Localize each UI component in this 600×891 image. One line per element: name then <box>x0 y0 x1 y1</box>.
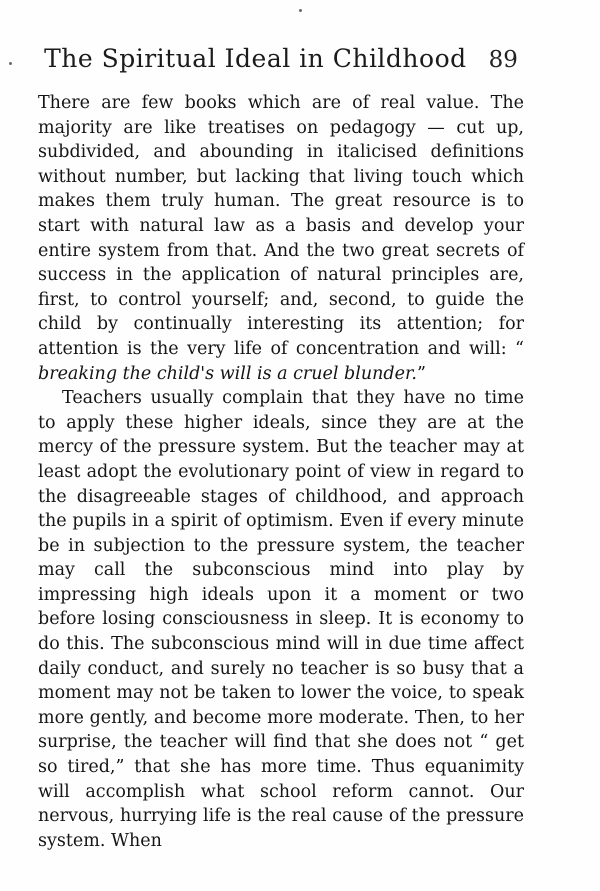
text-run: ” <box>416 363 426 384</box>
paragraph <box>38 386 524 853</box>
text-run: Teachers usually complain that they have no time to apply these higher ideals, since they are at the mercy of the pressure system. But the teacher may at least adopt the evolutionary point of view in regard to the disagreeable stages of childhood, and approach the pupils in a spirit of optimism. Even if every minute be in subjection to the pressure system, the teacher may call the subconscious mind into play by impressing high ideals upon it a moment or two before losing consciousness in sleep. It is economy to do this. The subconscious mind will in due time affect daily conduct, and surely no teacher is so busy that a moment may not be taken to lower the voice, to speak more gently, and become more moderate. Then, to her surprise, the teacher will find that she does not “ get so tired,” that she has more time. Thus equanimity will accomplish what school reform cannot. Our nervous, hurrying life is the real cause of the pressure system. When <box>38 388 524 851</box>
paragraph <box>38 91 524 386</box>
scan-artifact-dot <box>9 62 12 65</box>
text-run: There are few books which are of real value. The majority are like treatises on pedagogy — cut up, subdivided, and abounding in italicised definitions without number, but lacking that living touch which makes them truly human. The great resource is to start with natural law as a basis and develop your entire system from that. And the two great secrets of success in the application of natural principles are, first, to control yourself; and, second, to guide the child by continually interesting its attention; for attention is the very life of concentration and will: “ <box>38 93 524 359</box>
page-header <box>38 44 524 73</box>
body-text <box>38 91 524 853</box>
page-title: The Spiritual Ideal in Childhood <box>44 44 467 73</box>
page-number: 89 <box>488 47 518 73</box>
scan-artifact-dot <box>299 9 302 12</box>
italic-text-run: breaking the child's will is a cruel blunder. <box>38 363 417 384</box>
